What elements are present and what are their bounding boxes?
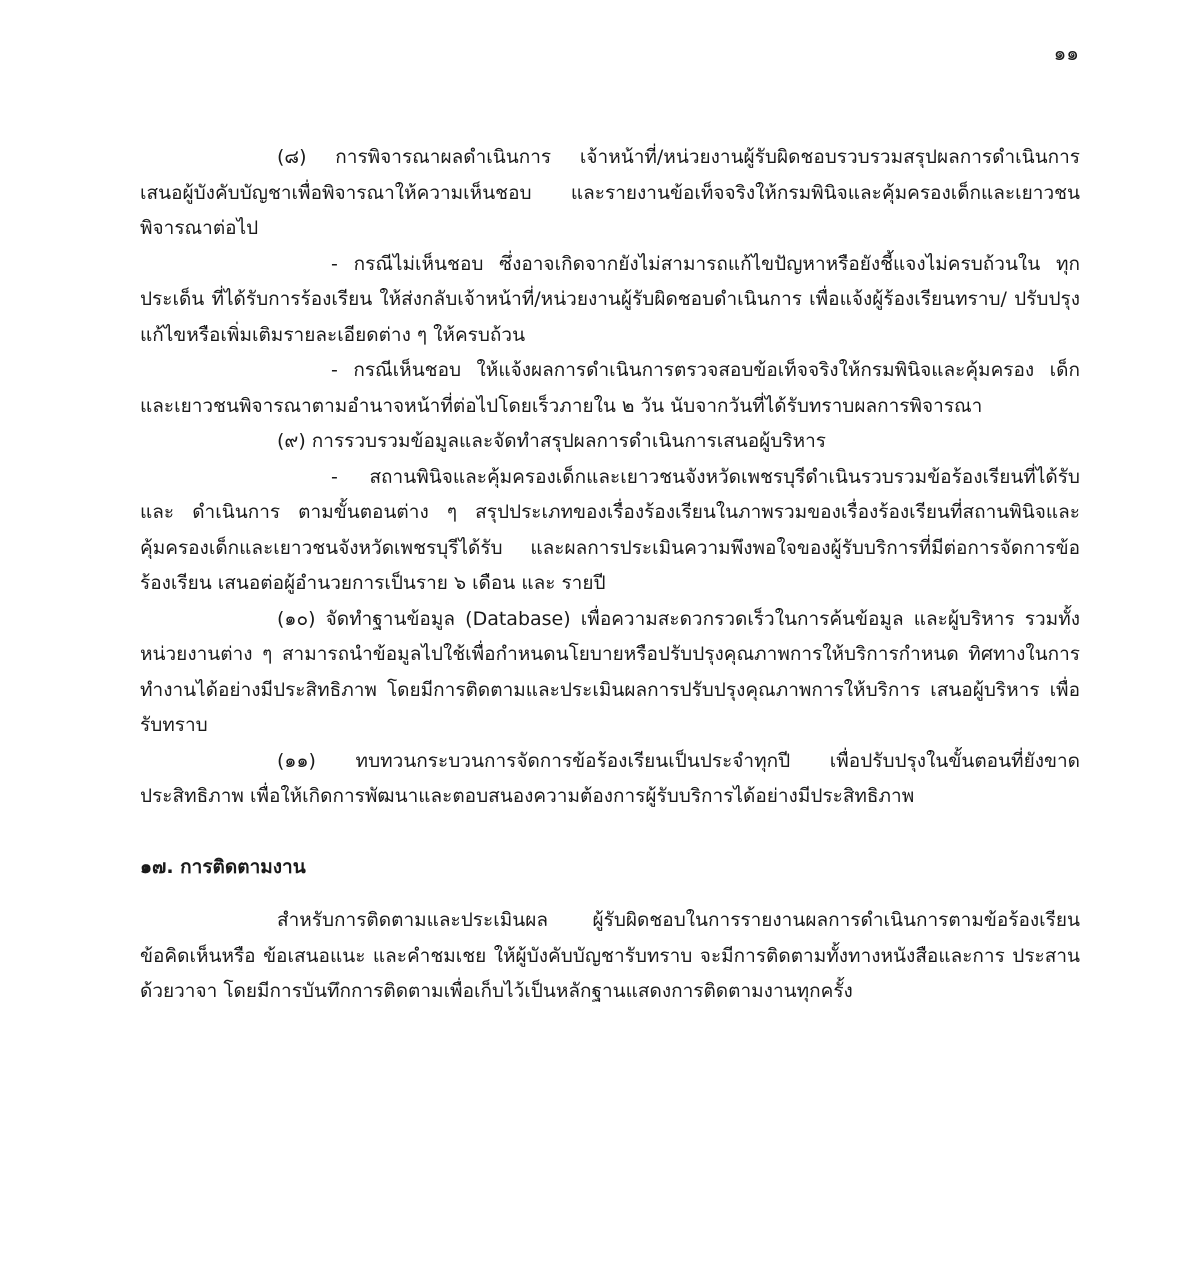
page-number: ๑๑ bbox=[1053, 41, 1079, 65]
section-17-paragraph: สำหรับการติดตามและประเมินผล ผู้รับผิดชอบในการรายงานผลการดำเนินการตามข้อร้องเรียน ข้อคิดเห็นหรือ ข้อเสนอแนะ และคำชมเชย ให้ผู้บังคับบัญชารับทราบ จะมีการติดตามทั้งทางหนังสือและการ ประสานด้วยวาจา โดยมีการบันทึกการติดตามเพื่อเก็บไว้เป็นหลักฐานแสดงการติดตามงานทุกครั้ง bbox=[140, 909, 1080, 1002]
paragraph-item-10: (๑๐) จัดทำฐานข้อมูล (Database) เพื่อความสะดวกรวดเร็วในการค้นข้อมูล และผู้บริหาร รวมทั้ง หน่วยงานต่าง ๆ สามารถนำข้อมูลไปใช้เพื่อกำหนดนโยบายหรือปรับปรุงคุณภาพการให้บริการกำหนด ทิศทางในการ ทำงานได้อย่างมีประสิทธิภาพ โดยมีการติดตามและประเมินผลการปรับปรุงคุณภาพการให้บริการ เสนอผู้บริหาร เพื่อรับทราบ bbox=[140, 607, 1080, 736]
paragraph-item-8: (๘) การพิจารณาผลดำเนินการ เจ้าหน้าที่/หน่วยงานผู้รับผิดชอบรวบรวมสรุปผลการดำเนินการ เสนอผู้บังคับบัญชาเพื่อพิจารณาให้ความเห็นชอบ และรายงานข้อเท็จจริงให้กรมพินิจและคุ้มครองเด็กและเยาวชน พิจารณาต่อไป bbox=[140, 146, 1080, 239]
section-17-heading: ๑๗. การติดตามงาน bbox=[140, 855, 306, 878]
paragraph-item-9: (๙) การรวบรวมข้อมูลและจัดทำสรุปผลการดำเนินการเสนอผู้บริหาร bbox=[277, 430, 826, 452]
paragraph-item-8-approve: - กรณีเห็นชอบ ให้แจ้งผลการดำเนินการตรวจสอบข้อเท็จจริงให้กรมพินิจและคุ้มครอง เด็กและเยาวชนพิจารณาตามอำนาจหน้าที่ต่อไปโดยเร็วภายใน ๒ วัน นับจากวันที่ได้รับทราบผลการพิจารณา bbox=[140, 359, 1080, 417]
paragraph-item-11: (๑๑) ทบทวนกระบวนการจัดการข้อร้องเรียนเป็นประจำทุกปี เพื่อปรับปรุงในขั้นตอนที่ยังขาด ประสิทธิภาพ เพื่อให้เกิดการพัฒนาและตอบสนองความต้องการผู้รับบริการได้อย่างมีประสิทธิภาพ bbox=[140, 749, 1080, 807]
document-body bbox=[140, 140, 1080, 1010]
paragraph-item-9-detail: - สถานพินิจและคุ้มครองเด็กและเยาวชนจังหวัดเพชรบุรีดำเนินรวบรวมข้อร้องเรียนที่ได้รับ และ ดำเนินการ ตามขั้นตอนต่าง ๆ สรุปประเภทของเรื่องร้องเรียนในภาพรวมของเรื่องร้องเรียนที่สถานพินิจและ คุ้มครองเด็กและเยาวชนจังหวัดเพชรบุรีได้รับ และผลการประเมินความพึงพอใจของผู้รับบริการที่มีต่อการจัดการข้อ ร้องเรียน เสนอต่อผู้อำนวยการเป็นราย ๖ เดือน และ รายปี bbox=[140, 465, 1080, 594]
section-gap bbox=[140, 815, 1080, 850]
heading-gap bbox=[140, 885, 1080, 903]
paragraph-item-8-disapprove: - กรณีไม่เห็นชอบ ซึ่งอาจเกิดจากยังไม่สามารถแก้ไขปัญหาหรือยังชี้แจงไม่ครบถ้วนใน ทุกประเด็น ที่ได้รับการร้องเรียน ให้ส่งกลับเจ้าหน้าที่/หน่วยงานผู้รับผิดชอบดำเนินการ เพื่อแจ้งผู้ร้องเรียนทราบ/ ปรับปรุง แก้ไขหรือเพิ่มเติมรายละเอียดต่าง ๆ ให้ครบถ้วน bbox=[140, 252, 1080, 346]
